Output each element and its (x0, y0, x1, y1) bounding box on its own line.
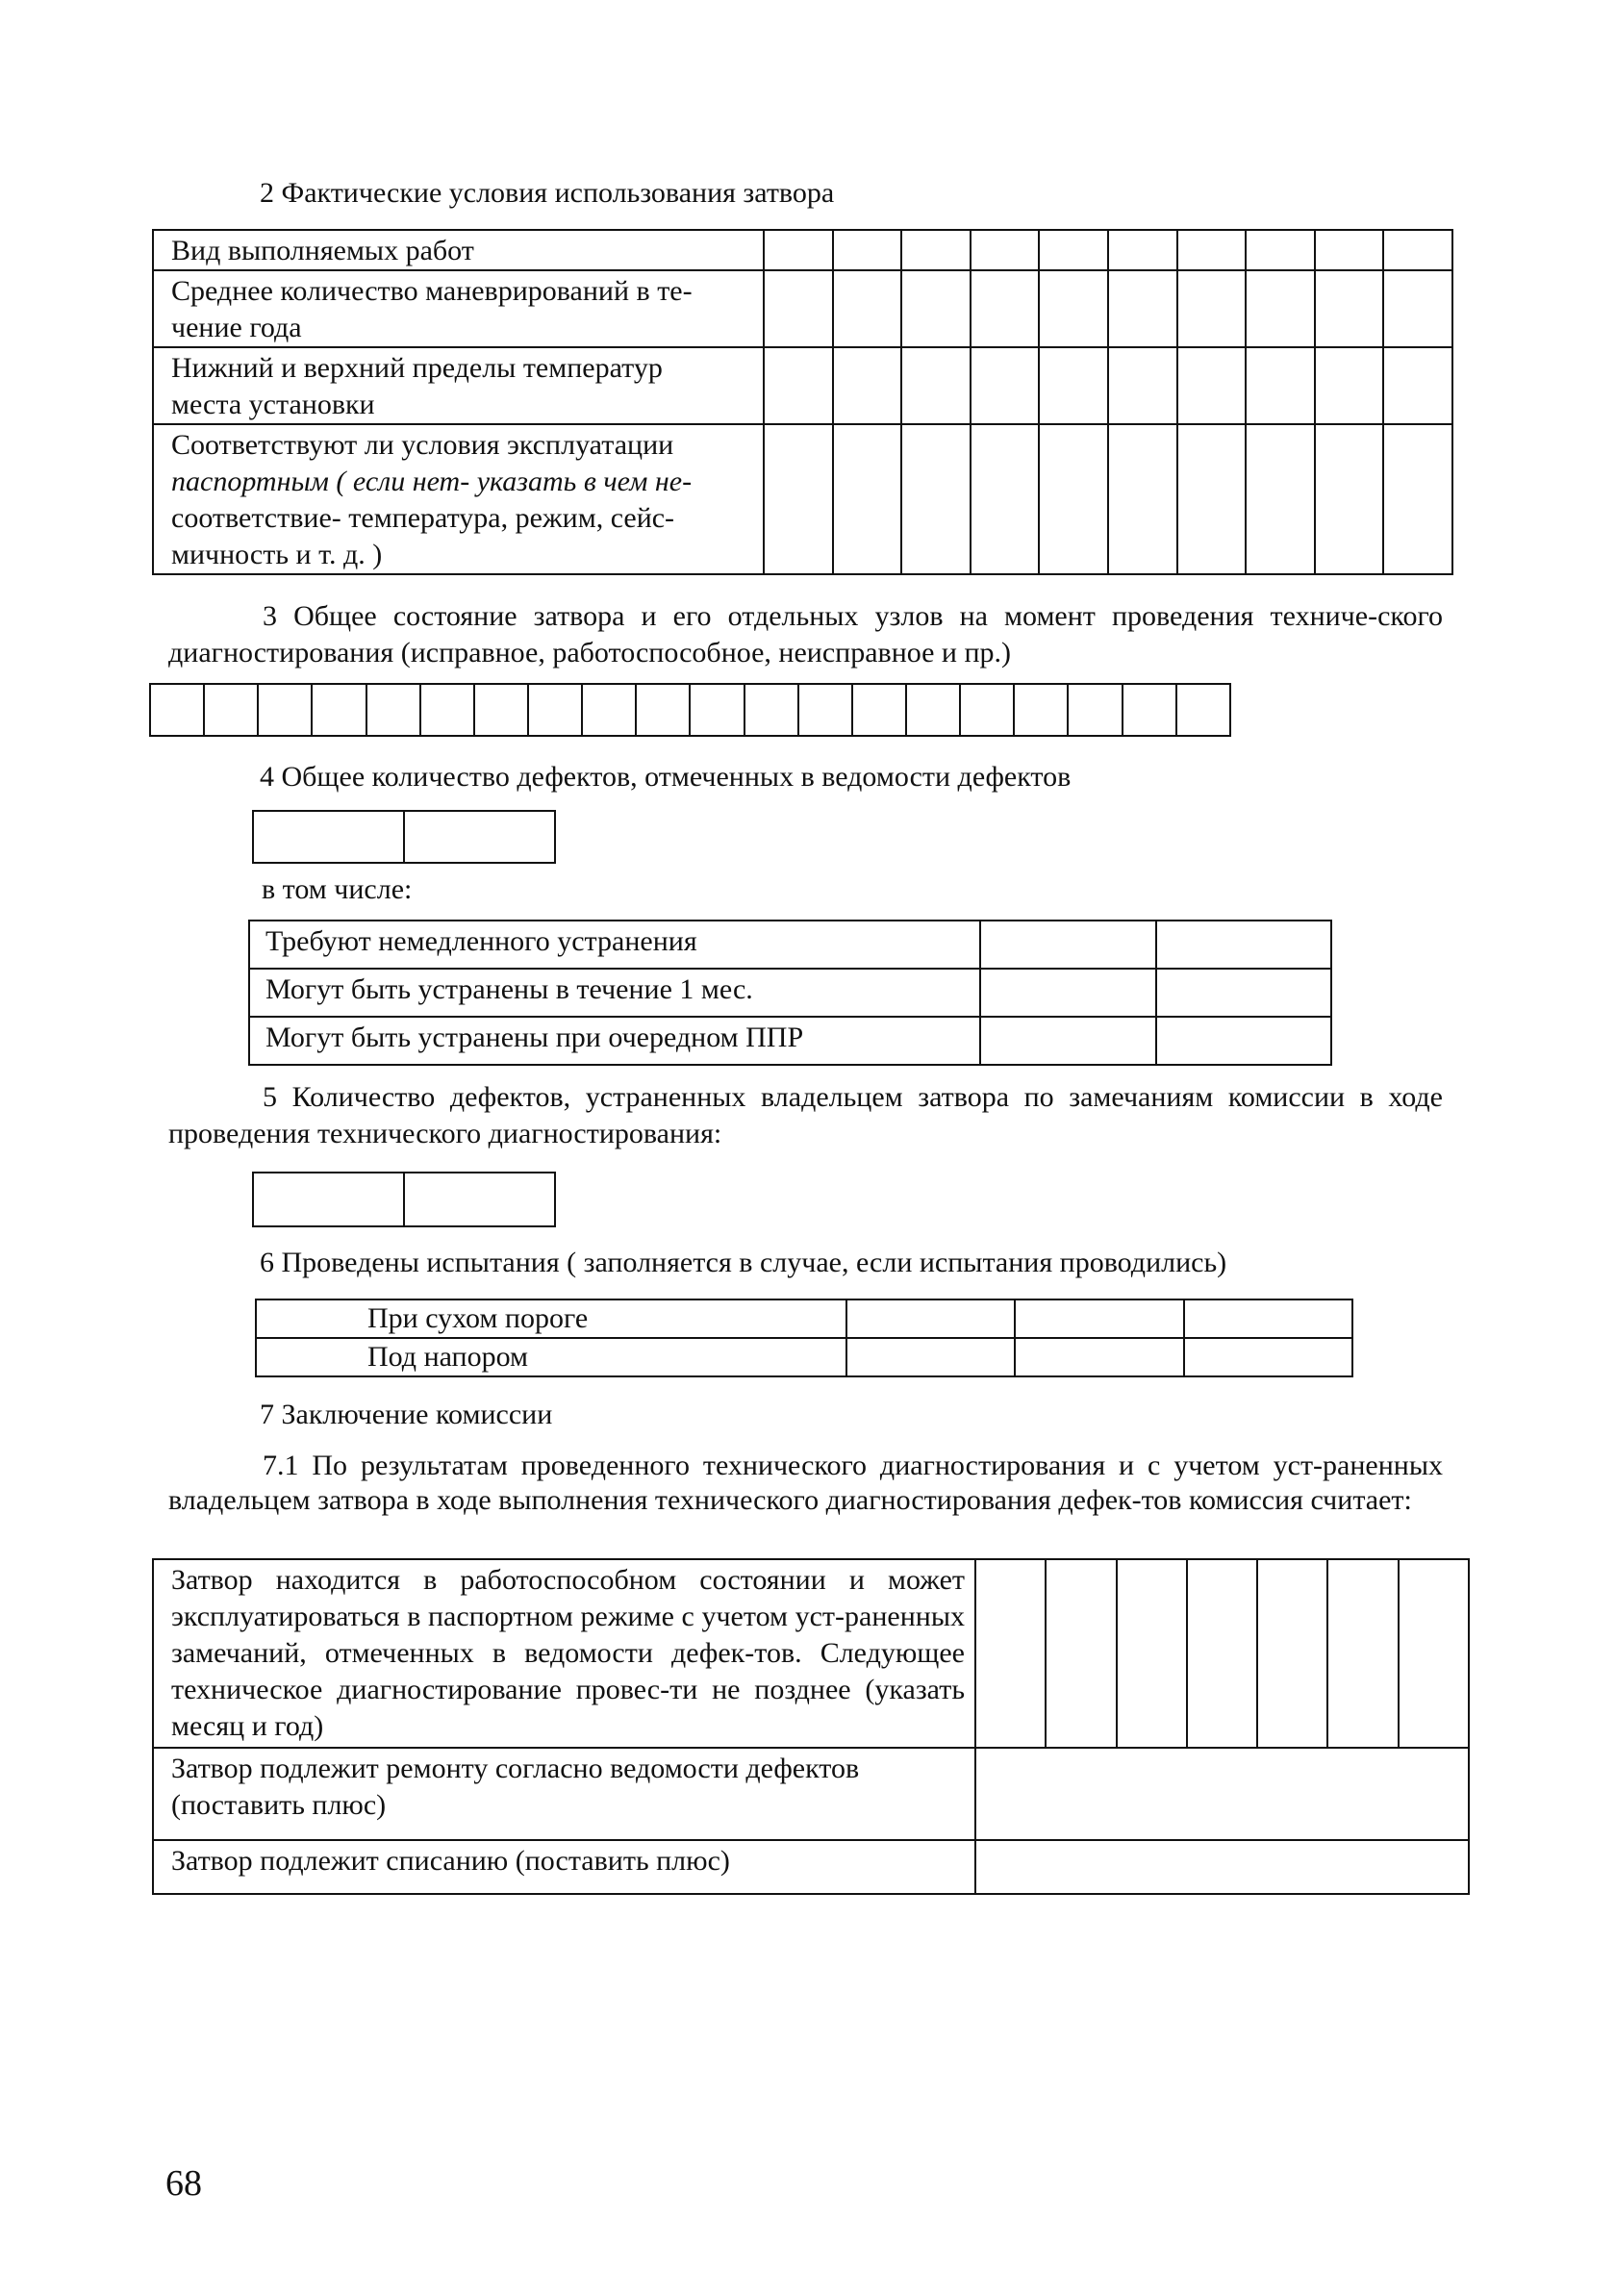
entry-cell[interactable] (1015, 1299, 1183, 1338)
entry-cell[interactable] (901, 230, 971, 270)
defect-breakdown-table (248, 920, 1332, 1066)
entry-cell[interactable] (764, 230, 833, 270)
entry-cell[interactable] (901, 424, 971, 574)
entry-cell[interactable] (833, 270, 902, 347)
row-label: Нижний и верхний пределы температур места установки (153, 347, 764, 424)
entry-cell[interactable] (764, 270, 833, 347)
entry-cell[interactable] (1156, 1017, 1332, 1065)
entry-cell[interactable] (971, 424, 1040, 574)
entry-cell[interactable] (846, 1299, 1015, 1338)
entry-cell[interactable] (833, 230, 902, 270)
entry-cell[interactable] (1177, 270, 1247, 347)
condition-box[interactable] (636, 684, 690, 736)
entry-cell[interactable] (833, 347, 902, 424)
condition-box[interactable] (1176, 684, 1230, 736)
entry-cell[interactable] (1399, 1559, 1469, 1748)
condition-box[interactable] (1123, 684, 1176, 736)
entry-cell[interactable] (1117, 1559, 1187, 1748)
entry-cell[interactable] (1039, 230, 1108, 270)
condition-box[interactable] (1014, 684, 1068, 736)
entry-cell[interactable] (975, 1748, 1469, 1840)
entry-cell[interactable] (1039, 270, 1108, 347)
table-row (153, 1559, 1469, 1748)
table-row (153, 230, 1452, 270)
entry-cell[interactable] (975, 1559, 1046, 1748)
entry-cell[interactable] (971, 347, 1040, 424)
row-label: Затвор находится в работоспособном состоянии и может эксплуатироваться в паспортном режиме с учетом уст-раненных замечаний, отмеченных в ведомости дефек-тов. Следующее техническое диагностирование провес-ти не позднее (указать месяц и год) (153, 1559, 975, 1748)
entry-cell[interactable] (980, 969, 1156, 1017)
table-row (153, 1748, 1469, 1840)
table-row (153, 424, 1452, 574)
row-label: Соответствуют ли условия эксплуатации паспортным ( если нет- указать в чем не- соответствие- температура, режим, сейс- мичность и т. д. ) (153, 424, 764, 574)
row-label: Среднее количество маневрирований в те- чение года (153, 270, 764, 347)
entry-cell[interactable] (1383, 347, 1452, 424)
row-label: Могут быть устранены при очередном ППР (249, 1017, 980, 1065)
entry-cell[interactable] (1383, 270, 1452, 347)
entry-cell[interactable] (1108, 424, 1177, 574)
row-label: Могут быть устранены в течение 1 мес. (249, 969, 980, 1017)
section4-subheading: в том числе: (262, 873, 413, 905)
entry-cell[interactable] (404, 811, 555, 863)
condition-box[interactable] (204, 684, 258, 736)
section3-text: 3 Общее состояние затвора и его отдельных узлов на момент проведения техниче-ского диагностирования (исправное, работоспособное, неисправное и пр.) (168, 600, 1443, 669)
entry-cell[interactable] (1315, 424, 1384, 574)
entry-cell[interactable] (1187, 1559, 1257, 1748)
entry-cell[interactable] (404, 1173, 555, 1226)
entry-cell[interactable] (764, 424, 833, 574)
entry-cell[interactable] (975, 1840, 1469, 1894)
entry-cell[interactable] (253, 1173, 404, 1226)
condition-box[interactable] (744, 684, 798, 736)
condition-box[interactable] (690, 684, 744, 736)
section2-heading: 2 Фактические условия использования затвора (260, 177, 835, 209)
condition-box[interactable] (366, 684, 420, 736)
entry-cell[interactable] (1315, 230, 1384, 270)
usage-conditions-table (152, 229, 1453, 575)
entry-cell[interactable] (971, 230, 1040, 270)
entry-cell[interactable] (1039, 424, 1108, 574)
condition-box[interactable] (528, 684, 582, 736)
table-row (249, 1017, 1331, 1065)
section7-text: 7.1 По результатам проведенного технического диагностирования и с учетом уст-раненных владельцем затвора в ходе выполнения технического диагностирования дефек-тов комиссия считает: (168, 1450, 1443, 1516)
condition-boxes (149, 683, 1231, 737)
entry-cell[interactable] (1383, 424, 1452, 574)
entry-cell[interactable] (980, 1017, 1156, 1065)
entry-cell[interactable] (1046, 1559, 1116, 1748)
row-label: Затвор подлежит ремонту согласно ведомости дефектов (поставить плюс) (153, 1748, 975, 1840)
entry-cell[interactable] (1315, 347, 1384, 424)
row-label: Вид выполняемых работ (153, 230, 764, 270)
condition-box[interactable] (582, 684, 636, 736)
entry-cell[interactable] (1156, 921, 1332, 969)
entry-cell[interactable] (1177, 424, 1247, 574)
table-row (256, 1338, 1352, 1376)
entry-cell[interactable] (1257, 1559, 1327, 1748)
row-label: Требуют немедленного устранения (249, 921, 980, 969)
table-row (249, 969, 1331, 1017)
entry-cell[interactable] (1315, 270, 1384, 347)
table-row (153, 347, 1452, 424)
entry-cell[interactable] (1246, 347, 1315, 424)
row-label: При сухом пороге (256, 1299, 846, 1338)
entry-cell[interactable] (846, 1338, 1015, 1376)
entry-cell[interactable] (980, 921, 1156, 969)
condition-box[interactable] (960, 684, 1014, 736)
condition-box[interactable] (150, 684, 204, 736)
entry-cell[interactable] (1246, 230, 1315, 270)
condition-box[interactable] (906, 684, 960, 736)
condition-box[interactable] (852, 684, 906, 736)
defect-total-boxes (252, 810, 556, 864)
entry-cell[interactable] (833, 424, 902, 574)
entry-cell[interactable] (901, 347, 971, 424)
section5-text: 5 Количество дефектов, устраненных владельцем затвора по замечаниям комиссии в ходе проведения технического диагностирования: (168, 1081, 1443, 1149)
entry-cell[interactable] (1108, 230, 1177, 270)
section7-heading: 7 Заключение комиссии (260, 1399, 553, 1430)
entry-cell[interactable] (1246, 424, 1315, 574)
entry-cell[interactable] (1108, 347, 1177, 424)
entry-cell[interactable] (1184, 1299, 1352, 1338)
entry-cell[interactable] (1246, 270, 1315, 347)
condition-box[interactable] (798, 684, 852, 736)
table-row (249, 921, 1331, 969)
table-row (153, 1840, 1469, 1894)
entry-cell[interactable] (764, 347, 833, 424)
condition-box[interactable] (258, 684, 312, 736)
fixed-defects-boxes (252, 1172, 556, 1227)
condition-box[interactable] (1068, 684, 1122, 736)
condition-box[interactable] (420, 684, 474, 736)
entry-cell[interactable] (1177, 347, 1247, 424)
row-label: Затвор подлежит списанию (поставить плюс) (153, 1840, 975, 1894)
entry-cell[interactable] (1383, 230, 1452, 270)
conclusion-table (152, 1558, 1470, 1895)
page-number: 68 (165, 2163, 202, 2204)
section4-heading: 4 Общее количество дефектов, отмеченных в ведомости дефектов (260, 761, 1072, 793)
entry-cell[interactable] (1108, 270, 1177, 347)
tests-table (255, 1299, 1353, 1377)
table-row (256, 1299, 1352, 1338)
entry-cell[interactable] (1156, 969, 1332, 1017)
entry-cell[interactable] (253, 811, 404, 863)
entry-cell[interactable] (1015, 1338, 1183, 1376)
row-label: Под напором (256, 1338, 846, 1376)
entry-cell[interactable] (1184, 1338, 1352, 1376)
table-row (153, 270, 1452, 347)
entry-cell[interactable] (901, 270, 971, 347)
entry-cell[interactable] (1327, 1559, 1398, 1748)
entry-cell[interactable] (1177, 230, 1247, 270)
section6-heading: 6 Проведены испытания ( заполняется в случае, если испытания проводились) (260, 1247, 1227, 1278)
entry-cell[interactable] (1039, 347, 1108, 424)
entry-cell[interactable] (971, 270, 1040, 347)
condition-box[interactable] (312, 684, 366, 736)
condition-box[interactable] (474, 684, 528, 736)
